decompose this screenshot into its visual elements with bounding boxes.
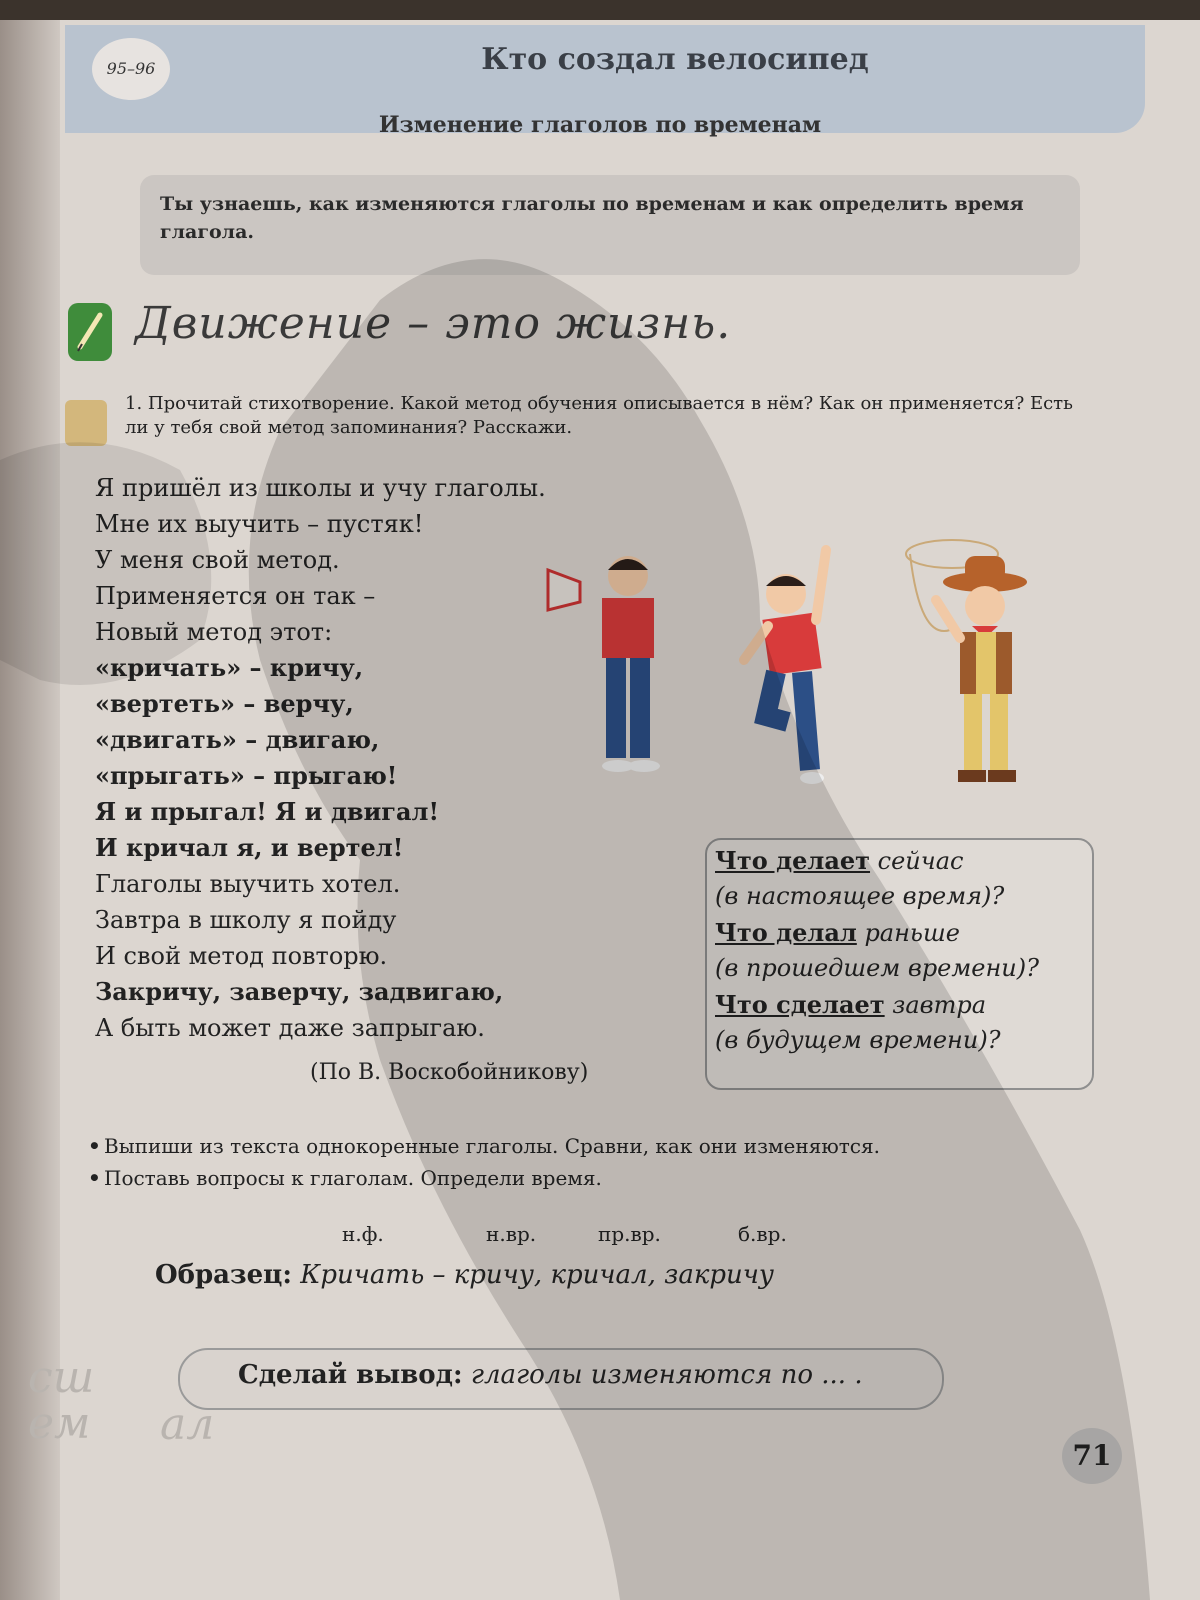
list-item-text: Выпиши из текста однокоренные глаголы. Сравни, как они изменяются. xyxy=(104,1134,880,1158)
pair-work-icon xyxy=(65,400,107,446)
question-future xyxy=(715,990,986,1019)
poem-line: Я пришёл из школы и учу глаголы. xyxy=(95,474,546,502)
poem-line: Применяется он так – xyxy=(95,582,376,610)
handwriting-line: сш xyxy=(28,1352,95,1403)
question-present-hint: (в настоящее время)? xyxy=(715,882,1005,910)
question-present xyxy=(715,846,963,875)
abbr-infinitive: н.ф. xyxy=(342,1222,384,1246)
question-present-word: сейчас xyxy=(870,847,964,875)
pencil-handwriting xyxy=(28,1352,95,1449)
bullet-icon: • xyxy=(88,1166,101,1190)
poem-attribution: (По В. Воскобойникову) xyxy=(310,1060,589,1085)
list-item xyxy=(88,1162,1088,1194)
lesson-subtitle: Изменение глаголов по временам xyxy=(378,112,822,138)
bullet-icon: • xyxy=(88,1134,101,1158)
question-past xyxy=(715,918,960,947)
exercise-list xyxy=(88,1130,1088,1194)
pencil-icon xyxy=(68,303,112,361)
abbr-present: н.вр. xyxy=(486,1222,537,1246)
list-item-text: Поставь вопросы к глаголам. Определи время. xyxy=(104,1166,602,1190)
intro-text: Ты узнаешь, как изменяются глаголы по временам и как определить время глагола. xyxy=(160,193,1024,243)
conclusion-label: Сделай вывод: xyxy=(238,1360,463,1390)
page-number: 71 xyxy=(1062,1428,1122,1484)
boy-dancing xyxy=(744,550,826,784)
abbr-future: б.вр. xyxy=(738,1222,787,1246)
pencil-handwriting: ал xyxy=(160,1399,215,1450)
poem-line: И кричал я, и вертел! xyxy=(95,833,404,862)
handwriting-line: ем xyxy=(28,1398,91,1449)
sample-label: Образец: xyxy=(155,1260,292,1290)
poem-line: У меня свой метод. xyxy=(95,546,340,574)
question-future-word: завтра xyxy=(884,991,987,1019)
question-future-hint: (в будущем времени)? xyxy=(715,1026,1001,1054)
lesson-numbers: 95–96 xyxy=(92,38,170,100)
conclusion xyxy=(238,1360,863,1390)
poem-line: «прыгать» – прыгаю! xyxy=(95,761,398,790)
sample-example: Кричать – кричу, кричал, закричу xyxy=(300,1260,774,1290)
page-title: Кто создал велосипед xyxy=(481,42,869,77)
poem-line: Закричу, заверчу, задвигаю, xyxy=(95,977,504,1006)
poem-line: Мне их выучить – пустяк! xyxy=(95,510,424,538)
kids-illustration xyxy=(540,520,1100,820)
poem-line: Новый метод этот: xyxy=(95,618,333,646)
poem-line: Глаголы выучить хотел. xyxy=(95,870,401,898)
poem-line: «кричать» – кричу, xyxy=(95,653,364,682)
boy-megaphone xyxy=(548,556,660,772)
question-past-word: раньше xyxy=(856,919,960,947)
poem-line: И свой метод повторю. xyxy=(95,942,388,970)
task-text: 1. Прочитай стихотворение. Какой метод обучения описывается в нём? Как он применяется? Есть ли у тебя свой метод запоминания? Расскажи. xyxy=(125,393,1073,438)
poem-line: А быть может даже запрыгаю. xyxy=(95,1014,485,1042)
question-past-hint: (в прошедшем времени)? xyxy=(715,954,1039,982)
conclusion-text: глаголы изменяются по ... . xyxy=(470,1360,863,1390)
question-past-label: Что делал xyxy=(715,918,857,947)
question-present-label: Что делает xyxy=(715,846,871,875)
boy-cowboy xyxy=(906,540,1027,782)
poem-line: «двигать» – двигаю, xyxy=(95,725,380,754)
list-item xyxy=(88,1130,1088,1162)
abbr-past: пр.вр. xyxy=(598,1222,661,1246)
poem-line: Завтра в школу я пойду xyxy=(95,906,397,934)
question-future-label: Что сделает xyxy=(715,990,885,1019)
sample-line xyxy=(155,1260,774,1290)
poem-line: Я и прыгал! Я и двигал! xyxy=(95,797,440,826)
poem-line: «вертеть» – верчу, xyxy=(95,689,354,718)
motto: Движение – это жизнь. xyxy=(135,298,732,349)
